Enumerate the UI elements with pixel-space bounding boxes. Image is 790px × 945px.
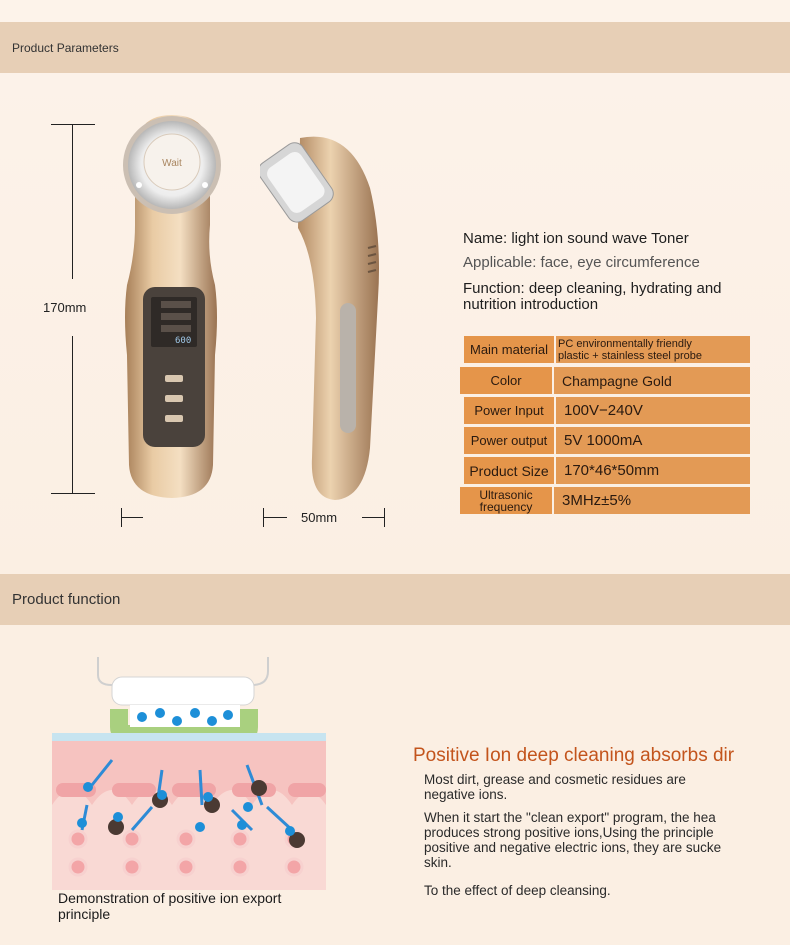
spec-key-line1: Ultrasonic [479,487,533,502]
spec-key: Product Size [464,457,554,484]
spec-key: Color [460,367,552,394]
dimension-line-vertical-upper [72,124,73,279]
height-dimension-label: 170mm [43,300,87,315]
caption-line1: Demonstration of positive ion export [58,890,282,906]
section-header-parameters [0,22,790,73]
product-function-line2: nutrition introduction [463,296,599,313]
depth-tick-right [384,508,385,527]
spec-row-power-input [464,397,750,424]
spec-key [460,487,552,514]
function-text-p2-line2: produces strong positive ions,Using the principle [424,825,714,840]
spec-value: Champagne Gold [554,367,750,394]
depth-line-right [362,517,384,518]
device-display-value: 600 [175,336,192,346]
spec-value: 3MHz±5% [554,487,750,514]
spec-key: Power output [464,427,554,454]
device-screen-text: Wait [162,158,182,169]
spec-row-product-size [464,457,750,484]
spec-value: 100V−240V [556,397,750,424]
positive-ion-diagram [52,655,326,890]
function-text-p2-line1: When it start the "clean export" program, the hea [424,810,716,825]
product-name: Name: light ion sound wave Toner [463,230,689,247]
section-title: Product function [12,591,121,608]
depth-dimension-label: 50mm [301,510,338,525]
section-title: Product Parameters [12,40,119,55]
spec-value-line2: plastic + stainless steel probe [558,349,702,362]
spec-row-color [460,367,750,394]
spec-value: 5V 1000mA [556,427,750,454]
width-line-left [121,517,143,518]
spec-key: Power Input [464,397,554,424]
dimension-tick-bottom [51,493,95,494]
product-applicable: Applicable: face, eye circumference [463,254,700,271]
function-text-p1-line1: Most dirt, grease and cosmetic residues are [424,772,686,787]
caption-line2: principle [58,906,111,922]
spec-value [556,336,750,363]
spec-value: 170*46*50mm [556,457,750,484]
diagram-caption [58,890,314,922]
device-front-illustration [115,115,230,500]
section-header-function [0,574,790,625]
top-margin [0,0,790,22]
product-function-line1: Function: deep cleaning, hydrating and [463,280,722,297]
spec-value-line1: PC environmentally friendly [558,337,692,350]
device-side-illustration [260,118,385,503]
function-text-p3: To the effect of deep cleansing. [424,883,611,898]
function-title: Positive Ion deep cleaning absorbs dir [413,745,735,766]
function-text-p1-line2: negative ions. [424,787,508,802]
dimension-tick-top [51,124,95,125]
function-text-p2-line3: positive and negative electric ions, they are sucke [424,840,722,855]
spec-row-ultrasonic-frequency [460,487,750,514]
spec-key-line2: frequency [479,499,533,514]
spec-key: Main material [464,336,554,363]
spec-row-power-output [464,427,750,454]
spec-row-material [464,336,750,363]
depth-line-left [263,517,287,518]
function-text-p2-line4: skin. [424,855,452,870]
dimension-line-vertical-lower [72,336,73,493]
